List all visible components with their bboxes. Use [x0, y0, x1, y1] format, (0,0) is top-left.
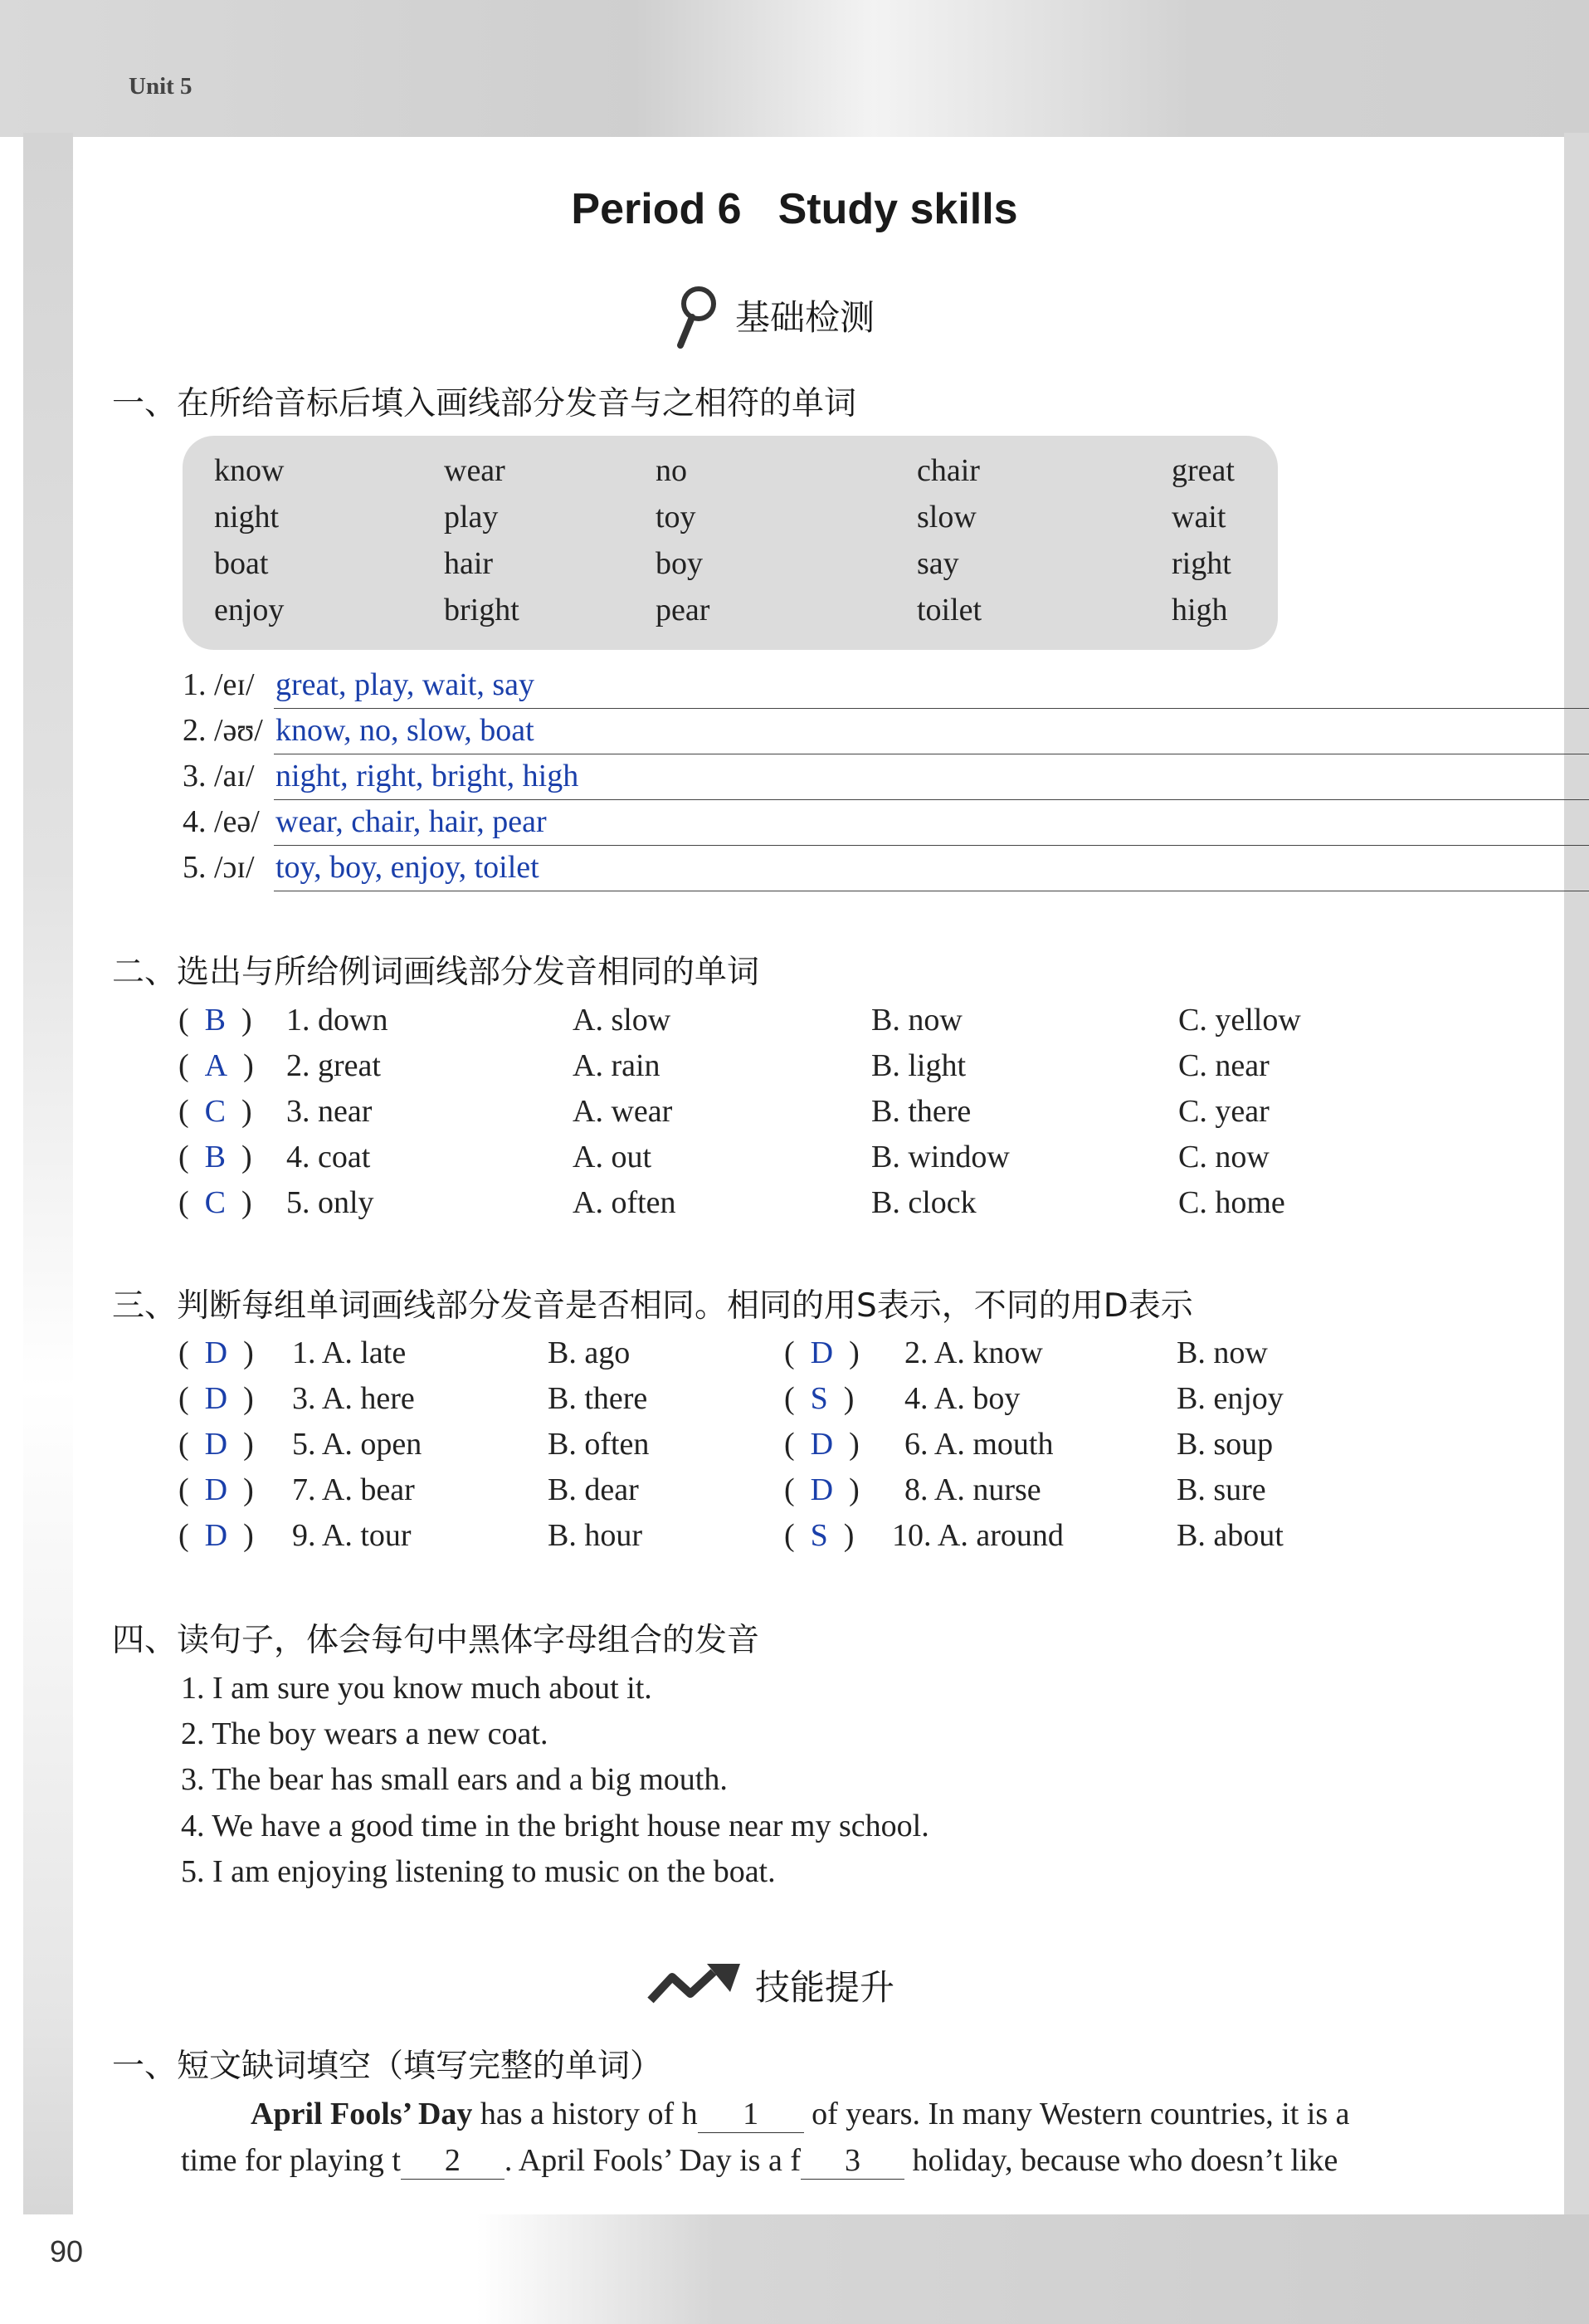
word-a: 4. A. boy — [904, 1381, 1021, 1416]
word-a: 1. A. late — [292, 1335, 407, 1370]
word-b: B. soup — [1177, 1427, 1274, 1462]
word-box — [183, 436, 1278, 650]
word-b: B. hour — [548, 1518, 642, 1553]
word-b: B. dear — [548, 1472, 639, 1507]
word: no — [656, 453, 687, 488]
phonetic-item — [183, 849, 539, 886]
bottom-scan-band — [0, 2214, 1589, 2324]
judge-row: ( D ) — [784, 1472, 860, 1507]
page-number: 90 — [50, 2234, 84, 2268]
phonetic-item — [183, 712, 534, 749]
option-a: A. slow — [573, 1003, 671, 1038]
option-b: B. window — [871, 1140, 1010, 1174]
option-c: C. now — [1178, 1140, 1270, 1174]
word: bright — [444, 593, 519, 627]
part3-heading: 三、判断每组单词画线部分发音是否相同。相同的用S表示，不同的用D表示 — [112, 1287, 1193, 1325]
word: boy — [656, 546, 703, 581]
example-word: 1. down — [286, 1003, 388, 1038]
example-word: 4. coat — [286, 1140, 371, 1174]
word: play — [444, 500, 499, 535]
phonetic-label: 2. /əʊ/ — [183, 713, 263, 748]
option-c: C. near — [1178, 1048, 1270, 1083]
example-word: 3. near — [286, 1094, 373, 1129]
section-skill-label: 技能提升 — [755, 1967, 895, 2008]
word-b: B. sure — [1177, 1472, 1266, 1507]
example-word: 2. great — [286, 1048, 381, 1083]
phonetic-label: 5. /ɔɪ/ — [183, 850, 255, 885]
word-a: 10. A. around — [892, 1518, 1064, 1553]
phonetic-label: 3. /aɪ/ — [183, 759, 255, 793]
word: chair — [917, 453, 980, 488]
part2-heading: 二、选出与所给例词画线部分发音相同的单词 — [112, 954, 760, 991]
word: say — [917, 546, 959, 581]
word-b: B. now — [1177, 1335, 1268, 1370]
part5-heading: 一、短文缺词填空（填写完整的单词） — [112, 2048, 663, 2085]
trend-arrow-icon — [647, 1964, 743, 2007]
example-word: 5. only — [286, 1185, 374, 1220]
page-title — [0, 184, 1589, 234]
part4-heading: 四、读句子，体会每句中黑体字母组合的发音 — [112, 1622, 760, 1659]
phonetic-item — [183, 758, 579, 794]
answer-text: wear, chair, hair, pear — [275, 804, 547, 839]
period-label: Period 6 — [571, 185, 742, 233]
unit-label: Unit 5 — [129, 73, 193, 100]
judge-row: ( D ) — [178, 1335, 254, 1370]
word: know — [214, 453, 285, 488]
choice-row: ( B ) — [178, 1003, 252, 1038]
judge-row: ( D ) — [178, 1472, 254, 1507]
answer-line — [274, 799, 1589, 800]
word: toilet — [917, 593, 982, 627]
sentence: 3. The bear has small ears and a big mouth. — [181, 1762, 728, 1797]
passage-line-2: time for playing t 2 . April Fools’ Day is a f 3 holiday, because who doesn’t like — [181, 2143, 1338, 2178]
word-a: 6. A. mouth — [904, 1427, 1054, 1462]
sentence: 1. I am sure you know much about it. — [181, 1671, 652, 1706]
option-c: C. yellow — [1178, 1003, 1301, 1038]
sentence: 4. We have a good time in the bright house near my school. — [181, 1809, 929, 1843]
option-a: A. out — [573, 1140, 651, 1174]
answer-text: know, no, slow, boat — [275, 713, 534, 748]
option-b: B. clock — [871, 1185, 977, 1220]
top-scan-band — [0, 0, 1589, 137]
word: great — [1172, 453, 1235, 488]
blank-2[interactable]: 2 — [401, 2142, 504, 2180]
word: slow — [917, 500, 977, 535]
option-b: B. now — [871, 1003, 963, 1038]
option-b: B. light — [871, 1048, 967, 1083]
word-a: 5. A. open — [292, 1427, 422, 1462]
option-a: A. often — [573, 1185, 676, 1220]
part1-heading: 一、在所给音标后填入画线部分发音与之相符的单词 — [112, 385, 857, 422]
option-a: A. rain — [573, 1048, 660, 1083]
magnifier-icon — [670, 282, 724, 349]
sentence: 2. The boy wears a new coat. — [181, 1716, 548, 1751]
choice-row: ( C ) — [178, 1094, 252, 1129]
word: wait — [1172, 500, 1226, 535]
word: enjoy — [214, 593, 285, 627]
answer-text: toy, boy, enjoy, toilet — [275, 850, 539, 885]
judge-row: ( D ) — [784, 1427, 860, 1462]
word-b: B. ago — [548, 1335, 631, 1370]
choice-row: ( C ) — [178, 1185, 252, 1220]
left-scan-margin — [23, 133, 73, 2224]
option-b: B. there — [871, 1094, 972, 1129]
word: toy — [656, 500, 696, 535]
phonetic-item — [183, 803, 547, 840]
right-scan-margin — [1564, 133, 1589, 2224]
word-b: B. there — [548, 1381, 648, 1416]
word-b: B. about — [1177, 1518, 1284, 1553]
blank-1[interactable]: 1 — [698, 2096, 804, 2133]
judge-row: ( D ) — [178, 1381, 254, 1416]
option-c: C. year — [1178, 1094, 1270, 1129]
sentence: 5. I am enjoying listening to music on the boat. — [181, 1854, 776, 1889]
answer-line — [274, 845, 1589, 846]
topic-label: Study skills — [777, 185, 1018, 233]
judge-row: ( D ) — [178, 1427, 254, 1462]
word: wear — [444, 453, 505, 488]
judge-row: ( D ) — [178, 1518, 254, 1553]
section-skill-header — [647, 1960, 894, 2010]
judge-row: ( S ) — [784, 1381, 855, 1416]
word: pear — [656, 593, 710, 627]
option-c: C. home — [1178, 1185, 1285, 1220]
judge-row: ( D ) — [784, 1335, 860, 1370]
section-basic-label: 基础检测 — [735, 297, 875, 338]
passage-line-1: April Fools’ Day has a history of h 1 of years. In many Western countries, it is a — [251, 2097, 1350, 2131]
word: boat — [214, 546, 269, 581]
word: right — [1172, 546, 1231, 581]
phonetic-label: 4. /eə/ — [183, 804, 260, 839]
choice-row: ( A ) — [178, 1048, 254, 1083]
phonetic-label: 1. /eɪ/ — [183, 667, 255, 702]
word-a: 3. A. here — [292, 1381, 415, 1416]
answer-text: night, right, bright, high — [275, 759, 579, 793]
word: hair — [444, 546, 494, 581]
word-b: B. often — [548, 1427, 650, 1462]
blank-3[interactable]: 3 — [801, 2142, 904, 2180]
answer-line — [274, 708, 1589, 709]
word: high — [1172, 593, 1228, 627]
option-a: A. wear — [573, 1094, 673, 1129]
word-a: 7. A. bear — [292, 1472, 415, 1507]
word-a: 2. A. know — [904, 1335, 1043, 1370]
word: night — [214, 500, 280, 535]
word-b: B. enjoy — [1177, 1381, 1284, 1416]
answer-text: great, play, wait, say — [275, 667, 534, 702]
phonetic-item — [183, 666, 534, 703]
word-a: 9. A. tour — [292, 1518, 412, 1553]
word-a: 8. A. nurse — [904, 1472, 1041, 1507]
section-basic-header — [670, 282, 875, 349]
judge-row: ( S ) — [784, 1518, 855, 1553]
choice-row: ( B ) — [178, 1140, 252, 1174]
